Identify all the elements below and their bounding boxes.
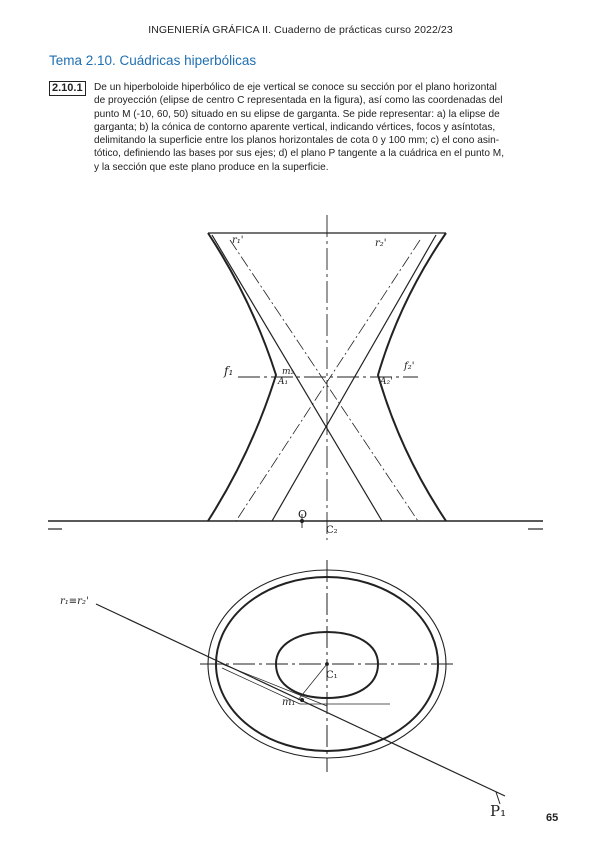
label-f2: f₂' [404,361,415,372]
statement-line: de proyección (elipse de centro C representada en la figura), así como las coordenadas del [94,95,503,107]
label-r2: r₂' [375,238,387,249]
point-c1-mark [326,663,329,666]
statement-line: y la sección que este plano produce en la superficie. [94,161,329,173]
label-a1: A₁ [278,377,289,387]
statement-line: tótico, definiendo las bases por sus ejes; d) el plano P tangente a la cuádrica en el punto M, [94,148,504,160]
label-a2: A₂' [380,377,393,387]
section-title: Tema 2.10. Cuádricas hiperbólicas [49,53,257,68]
exercise-number: 2.10.1 [49,81,86,96]
page-header: INGENIERÍA GRÁFICA II. Cuaderno de prácticas curso 2022/23 [148,24,453,36]
statement-line: garganta; b) la cónica de contorno aparente vertical, indicando vértices, focos y asíntotas, [94,121,496,133]
label-m1: m₁ [282,697,296,708]
construction-line-1 [222,664,327,706]
label-r1r2: r₁≡r₂' [60,596,89,607]
statement-line: punto M (-10, 60, 50) situado en su elipse de garganta. Se pide representar: a) la elipse de [94,108,500,120]
label-r1: r₁' [232,235,244,246]
construction-line-3 [298,664,327,700]
label-c2: C₂ [326,525,338,536]
label-o: O [298,508,308,521]
label-f1: f₁ [224,364,234,378]
statement-line: De un hiperboloide hiperbólico de eje vertical se conoce su sección por el plano horizontal [94,82,497,93]
label-c1: C₁ [326,670,338,681]
label-p1: P₁ [490,802,507,820]
statement-line: delimitando la superficie entre los planos horizontales de cota 0 y 100 mm; c) el cono asin- [94,135,500,147]
point-m1-mark [300,698,303,701]
label-m2: m₂ [282,367,295,377]
page-number: 65 [546,812,559,824]
